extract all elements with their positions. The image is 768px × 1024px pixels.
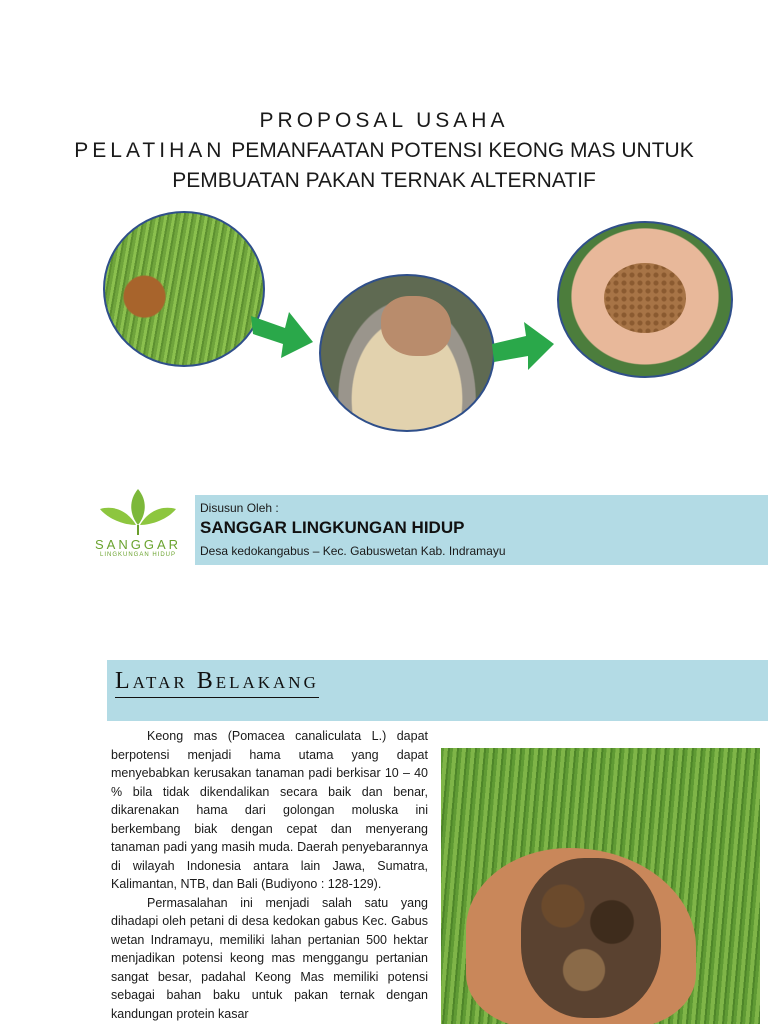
title-line-2 bbox=[0, 136, 768, 166]
author-label: Disusun Oleh : bbox=[200, 501, 279, 515]
arrow-right-icon-2 bbox=[490, 322, 554, 372]
hands-image bbox=[381, 296, 451, 356]
paragraph-2: Permasalahan ini menjadi salah satu yang dihadapi oleh petani di desa kedokan gabus Kec. Gabus wetan Indramayu, memiliki lahan pertanian 500 hektar menjadikan potensi keong mas menggangu pertanian sangat besar, padahal Keong Mas memiliki potensi sebagai bahan baku untuk pakan ternak dengan kandungan protein kasar bbox=[111, 895, 428, 1021]
paragraph-1: Keong mas (Pomacea canaliculata L.) dapat berpotensi menjadi hama utama yang dapat menyebabkan kerusakan tanaman padi berkisar 10 – 40 % bila tidak dikendalikan secara baik dan benar, dikarenakan hama dari golongan moluska ini berkembang biak dengan cepat dan menyerang tanaman padi yang masih muda. Daerah penyebarannya di wilayah Indonesia antara lain Jawa, Sumatra, Kalimantan, NTB, dan Bali (Budiyono : 128-129). bbox=[111, 729, 428, 891]
snail-rice-field-photo bbox=[103, 211, 265, 367]
author-panel bbox=[195, 495, 768, 565]
organization-address: Desa kedokangabus – Kec. Gabuswetan Kab. Indramayu bbox=[200, 544, 506, 558]
section-header bbox=[107, 660, 768, 721]
title-line-3: PEMBUATAN PAKAN TERNAK ALTERNATIF bbox=[172, 169, 596, 192]
title-line-2-spaced: PELATIHAN bbox=[74, 139, 226, 162]
feed-mixing-photo bbox=[319, 274, 495, 432]
section-title: Latar Belakang bbox=[115, 668, 319, 698]
sanggar-logo bbox=[88, 485, 188, 563]
background-text bbox=[111, 727, 428, 1023]
organization-name: SANGGAR LINGKUNGAN HIDUP bbox=[200, 518, 465, 537]
snails-image bbox=[521, 858, 661, 1018]
logo-name: SANGGAR bbox=[94, 537, 181, 552]
arrow-right-icon-1 bbox=[251, 306, 313, 358]
title-line-2-rest: PEMANFAATAN POTENSI KEONG MAS UNTUK bbox=[231, 139, 694, 162]
pellets-image bbox=[604, 263, 686, 333]
proposal-title bbox=[0, 106, 768, 196]
title-line-1: PROPOSAL USAHA bbox=[259, 109, 509, 132]
leaf-logo-icon bbox=[88, 485, 188, 537]
snails-in-hands-photo bbox=[441, 748, 760, 1024]
logo-subtitle: LINGKUNGAN HIDUP bbox=[99, 552, 176, 558]
feed-pellets-photo bbox=[557, 221, 733, 378]
